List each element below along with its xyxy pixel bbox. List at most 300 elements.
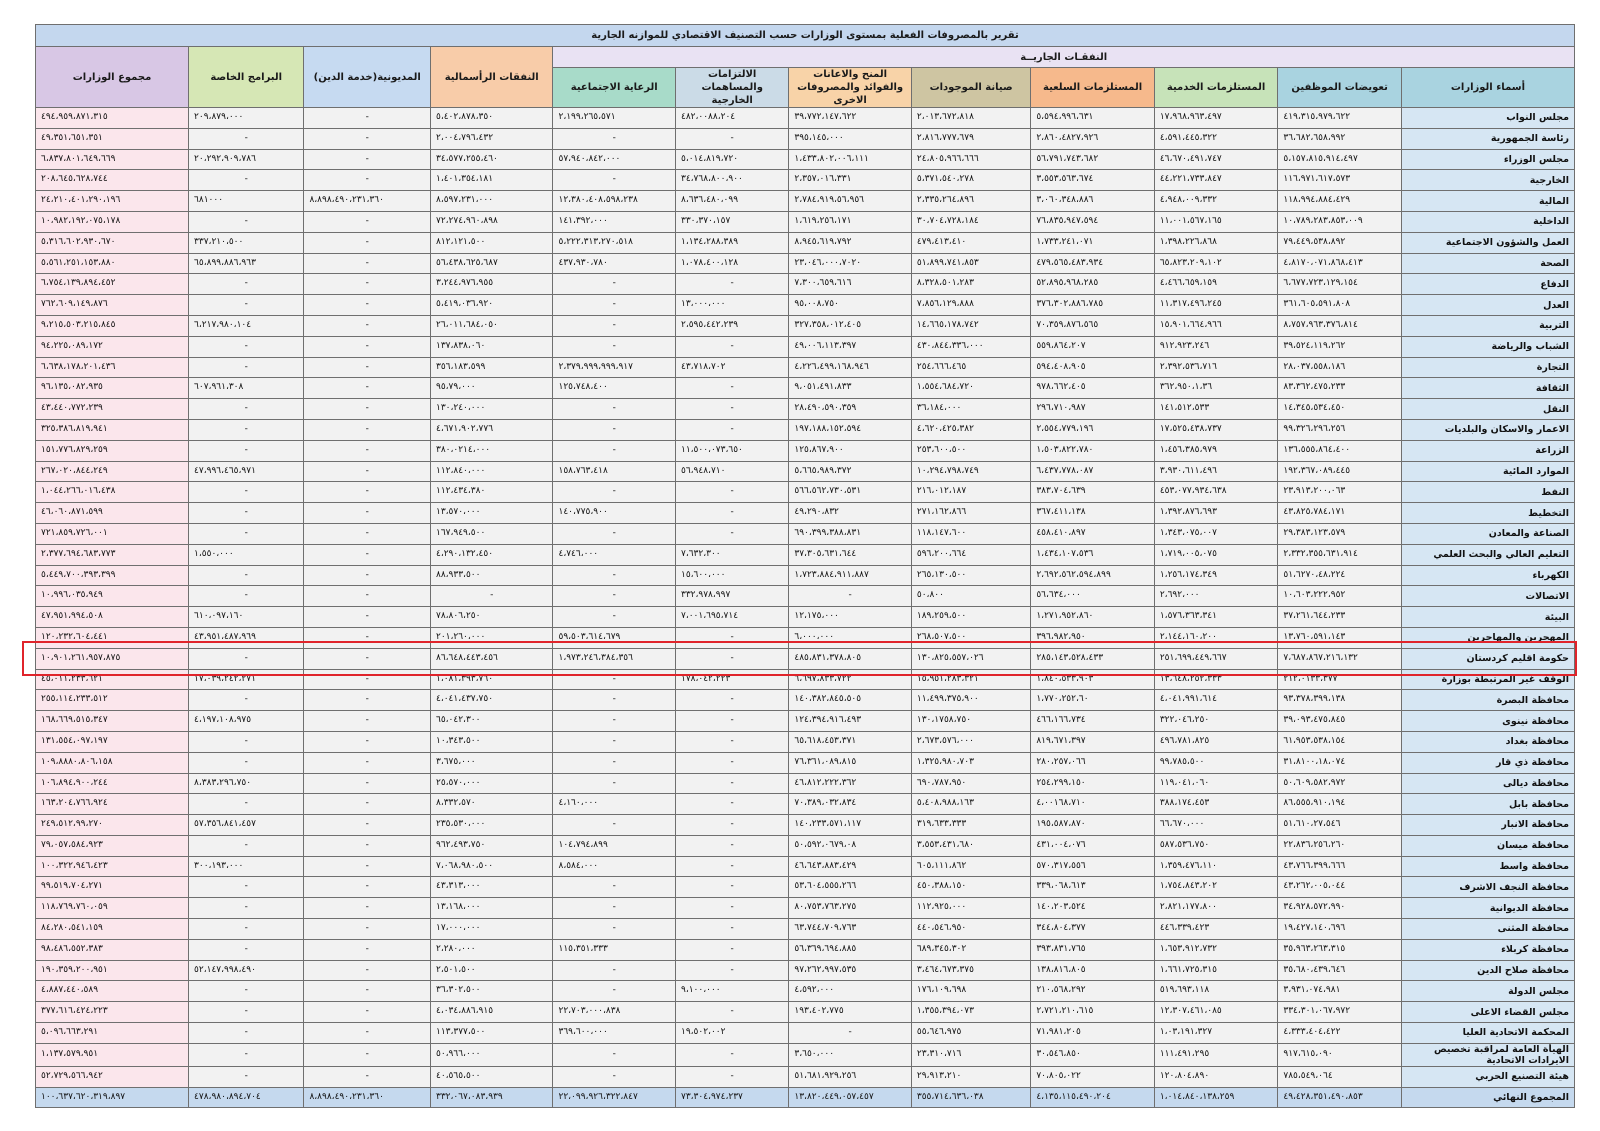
cell-social: ٨،٥٨٤،٠٠٠	[553, 856, 676, 877]
cell-capital: ٢٣٥،٥٣٠،٠٠٠	[430, 815, 553, 836]
table-row	[36, 1043, 1575, 1066]
cell-grants: ٩٥،٠٠٨،٧٥٠	[789, 295, 912, 316]
cell-goods: ٣٩٣،٨٣١،٧٦٥	[1031, 939, 1155, 960]
cell-obligations: ٣٣٢،٩٧٨،٩٩٧	[675, 586, 788, 607]
cell-employees: ١١٦،٩٧١،٦١٧،٥٧٣	[1278, 170, 1402, 191]
cell-services: ٣٨٨،١٧٤،٤٥٣	[1154, 794, 1278, 815]
cell-programs: -	[189, 731, 304, 752]
cell-name: مجلس النواب	[1401, 108, 1574, 129]
table-row	[36, 711, 1575, 732]
cell-social: ١،٩٧٣،٢٤٦،٣٨٤،٣٥٦	[553, 648, 676, 669]
cell-employees: ١٠،٧٨٩،٢٨٣،٨٥٣،٠٠٩	[1278, 211, 1402, 232]
cell-obligations: ١١،٥٠٠،٠٧٣،٦٥٠	[675, 440, 788, 461]
cell-goods: ٣٦٧،٤١١،١٣٨	[1031, 503, 1155, 524]
cell-debt: -	[304, 960, 431, 981]
cell-grants: ١٢٤،٣٩٤،٩١٦،٤٩٣	[789, 711, 912, 732]
cell-services: ١٥،٩٠١،٦٦٤،٩٦٦	[1154, 315, 1278, 336]
cell-debt: -	[304, 773, 431, 794]
cell-capital: ٥٠،٩٦٦،٠٠٠	[430, 1043, 553, 1066]
cell-maintenance: ١١٨،١٤٧،٦٠٠	[911, 523, 1030, 544]
cell-obligations: ٣٤،٧٦٨،٨٠٠،٩٠٠	[675, 170, 788, 191]
cell-programs: -	[189, 794, 304, 815]
cell-social: -	[553, 711, 676, 732]
cell-maintenance: ٧،٨٥٦،١٢٩،٨٨٨	[911, 295, 1030, 316]
cell-programs: ٥٧،٣٥٦،٨٤١،٤٥٧	[189, 815, 304, 836]
cell-employees: ٣٥،٦٨٠،٤٣٩،٦٤٦	[1278, 960, 1402, 981]
cell-debt: -	[304, 586, 431, 607]
cell-debt: -	[304, 482, 431, 503]
header-programs: البرامج الخاصة	[189, 47, 304, 108]
cell-capital: ٣٦،٣٠٢،٥٠٠	[430, 981, 553, 1002]
table-row	[36, 108, 1575, 129]
cell-capital: ١٣٠،٢٤٠،٠٠٠	[430, 399, 553, 420]
cell-obligations: -	[675, 919, 788, 940]
cell-programs: ٢٠،٢٩٢،٩٠٩،٧٨٦	[189, 149, 304, 170]
cell-total: ٦،٦٣٨،١٧٨،٢٠١،٤٣٦	[36, 357, 189, 378]
cell-obligations: -	[675, 627, 788, 648]
cell-capital: -	[430, 586, 553, 607]
cell-obligations: -	[675, 1043, 788, 1066]
cell-services: ٢،٨٢١،١٧٧،٨٠٠	[1154, 898, 1278, 919]
cell-programs: -	[189, 128, 304, 149]
cell-grants: ٩٧،٢٦٢،٩٩٧،٥٣٥	[789, 960, 912, 981]
cell-obligations: ١،١٣٤،٢٨٨،٣٨٩	[675, 232, 788, 253]
cell-programs: -	[189, 503, 304, 524]
cell-total: ٦،٧٥٤،١٣٩،٨٩٤،٤٥٢	[36, 274, 189, 295]
cell-total: ٤،٨٨٧،٤٤٠،٥٨٩	[36, 981, 189, 1002]
cell-debt: -	[304, 731, 431, 752]
cell-debt: -	[304, 835, 431, 856]
cell-capital: ٤،٠٣٤،٨٨٦،٩١٥	[430, 1002, 553, 1023]
cell-name: الكهرباء	[1401, 565, 1574, 586]
cell-name: الداخلية	[1401, 211, 1574, 232]
cell-grants: ٧٦،٣٦١،٠٨٩،٨١٥	[789, 752, 912, 773]
cell-debt: -	[304, 877, 431, 898]
cell-social: ٥٧،٩٤٠،٨٤٢،٠٠٠	[553, 149, 676, 170]
cell-goods: ٣،٠٦٠،٣٤٨،٨٨٦	[1031, 191, 1155, 212]
header-total: مجموع الوزارات	[36, 47, 189, 108]
cell-employees: ٢،٣٣٢،٣٥٥،٦٣١،٩١٤	[1278, 544, 1402, 565]
cell-goods: ١٩٥،٥٨٧،٨٧٠	[1031, 815, 1155, 836]
cell-debt: -	[304, 981, 431, 1002]
cell-name: محافظة واسط	[1401, 856, 1574, 877]
cell-name: الاتصالات	[1401, 586, 1574, 607]
cell-employees: ١٤،٣٤٥،٥٣٤،٤٥٠	[1278, 399, 1402, 420]
cell-goods: ٥،٥٩٤،٩٩٦،٦٣١	[1031, 108, 1155, 129]
cell-grants: ٨٠،٧٥٣،٧٦٣،٢٧٥	[789, 898, 912, 919]
cell-obligations: -	[675, 877, 788, 898]
cell-programs: ٨،٣٨٣،٢٩٦،٧٥٠	[189, 773, 304, 794]
cell-grants: ٧٠،٣٨٩،٠٣٢،٨٣٤	[789, 794, 912, 815]
cell-services: ١١٩،٠٤١،٠٦٠	[1154, 773, 1278, 794]
cell-goods: ٦،٤٣٧،٧٧٨،٠٨٧	[1031, 461, 1155, 482]
cell-capital: ٨١٢،١٢١،٥٠٠	[430, 232, 553, 253]
cell-capital: ١١٢،٤٣٤،٣٨٠	[430, 482, 553, 503]
cell-employees: ٣٣٤،٣٠١،٠٦٧،٩٧٢	[1278, 1002, 1402, 1023]
cell-maintenance: ١،٣٢٥،٩٨٠،٧٠٣	[911, 752, 1030, 773]
cell-capital: ٨٦،٦٤٨،٤٤٣،٤٥٦	[430, 648, 553, 669]
cell-social: ١٥٨،٧٦٣،٤١٨	[553, 461, 676, 482]
table-row	[36, 149, 1575, 170]
cell-name: العمل والشؤون الاجتماعية	[1401, 232, 1574, 253]
cell-capital: ٦٥،٠٤٢،٣٠٠	[430, 711, 553, 732]
table-row	[36, 523, 1575, 544]
cell-obligations: ٧،٦٣٢،٣٠٠	[675, 544, 788, 565]
cell-total: ٤٥،٠١١،٢٣٣،٦٢١	[36, 669, 189, 690]
cell-grants: ٦،٦٩٧،٨٣٣،٧٢٢	[789, 669, 912, 690]
cell-debt: -	[304, 336, 431, 357]
cell-total: ٩٩،٥١٩،٧٠٤،٢٧١	[36, 877, 189, 898]
cell-obligations: -	[675, 960, 788, 981]
cell-maintenance: ١٣٠،٨٢٥،٥٥٧،٠٢٦	[911, 648, 1030, 669]
cell-maintenance: ٥١،٨٩٩،٧٤١،٨٥٣	[911, 253, 1030, 274]
cell-obligations: -	[675, 815, 788, 836]
cell-grants: ١٤٠،٣٨٢،٨٤٥،٥٠٥	[789, 690, 912, 711]
cell-name: الوقف غير المرتبطة بوزارة	[1401, 669, 1574, 690]
cell-total: ٤٦،٠٦٠،٨٧١،٥٩٩	[36, 503, 189, 524]
cell-capital: ٤،٢٩٠،١٣٢،٤٥٠	[430, 544, 553, 565]
cell-obligations: ١٥،٦٠٠،٠٠٠	[675, 565, 788, 586]
cell-services: ١،٠٣،١٩١،٣٢٧	[1154, 1023, 1278, 1044]
cell-goods: ٥٩٤،٤٠٨،٩٠٥	[1031, 357, 1155, 378]
cell-employees: ٣،٩٣١،٠٧٤،٩٨١	[1278, 981, 1402, 1002]
cell-employees: ٤٣،٨٢٥،٧٨٤،١٧١	[1278, 503, 1402, 524]
cell-services: ١٢٠،٨٠٤،٨٩٠	[1154, 1066, 1278, 1087]
cell-programs: ٣٠٠،١٩٣،٠٠٠	[189, 856, 304, 877]
cell-employees: ٣٥،٩٦٣،٢٦٣،٣١٥	[1278, 939, 1402, 960]
cell-obligations: -	[675, 274, 788, 295]
cell-obligations: -	[675, 378, 788, 399]
cell-social: -	[553, 523, 676, 544]
cell-total: ١٠،٩٩٦،٠٣٥،٩٤٩	[36, 586, 189, 607]
cell-employees: ٤،٨١٧٠،٠٧١،٨٦٨،٤١٣	[1278, 253, 1402, 274]
cell-total: ١٥١،٧٧٦،٨٢٩،٢٥٩	[36, 440, 189, 461]
cell-social: -	[553, 960, 676, 981]
report-title: تقرير بالمصروفات الفعلية بمستوى الوزارات حسب التصنيف الاقتصادي للموازنه الجارية	[36, 25, 1575, 47]
cell-capital: ٣٥٦،١٨٣،٥٩٩	[430, 357, 553, 378]
cell-total: ١٠،٩٠١،٢٦١،٩٥٧،٨٧٥	[36, 648, 189, 669]
cell-goods: ٢١٠،٥٦٨،٢٩٢	[1031, 981, 1155, 1002]
cell-social: ١٢،٣٨٠،٤٠٨،٥٩٨،٢٣٨	[553, 191, 676, 212]
cell-total: ٤٩٤،٩٥٩،٨٧١،٣١٥	[36, 108, 189, 129]
cell-obligations: ١،٠٧٨،٤٠٠،١٢٨	[675, 253, 788, 274]
cell-social: ١٠٤،٧٩٤،٨٩٩	[553, 835, 676, 856]
cell-employees: ١٣،٧٦٠،٥٩١،١٤٣	[1278, 627, 1402, 648]
cell-total: ٩،٢١٥،٥٠٣،٢١٥،٨٤٥	[36, 315, 189, 336]
cell-maintenance: ٤،٦٢٠،٤٢٥،٣٨٢	[911, 419, 1030, 440]
cell-programs: -	[189, 981, 304, 1002]
cell-services: ٤٤،٢٢١،٧٣٣،٨٤٧	[1154, 170, 1278, 191]
cell-name: محافظة البصرة	[1401, 690, 1574, 711]
table-row	[36, 1066, 1575, 1087]
cell-grants: ٣٩٥،١٤٥،٠٠٠	[789, 128, 912, 149]
cell-employees: ٤٣،٢٦٢،٠٠٥،٠٤٤	[1278, 877, 1402, 898]
total-row	[36, 1087, 1575, 1108]
cell-services: ١،٧٥٤،٨٤٣،٢٠٢	[1154, 877, 1278, 898]
table-row	[36, 482, 1575, 503]
cell-grants: ٣٢٧،٣٥٨،٠١٢،٤٠٥	[789, 315, 912, 336]
cell-name: المحكمة الاتحادية العليا	[1401, 1023, 1574, 1044]
cell-goods: ٣٩٦،٩٨٢،٩٥٠	[1031, 627, 1155, 648]
table-row	[36, 253, 1575, 274]
cell-goods: ١٣٨،٨١٦،٨٠٥	[1031, 960, 1155, 981]
header-name: أسماء الوزارات	[1401, 68, 1574, 108]
cell-social: -	[553, 399, 676, 420]
cell-social: -	[553, 565, 676, 586]
cell-programs: ٦٥،٨٩٩،٨٨٦،٩٦٣	[189, 253, 304, 274]
table-row	[36, 274, 1575, 295]
cell-grants: ٨،٩٤٥،٦١٩،٧٩٢	[789, 232, 912, 253]
cell-debt: -	[304, 690, 431, 711]
cell-goods: ٧٦،٨٣٥،٩٤٧،٥٩٤	[1031, 211, 1155, 232]
cell-total: ٥،٣١٦،٦٠٢،٩٣٠،٦٧٠	[36, 232, 189, 253]
cell-capital: ١،٠٨١،٣٩٣،٧٦٠	[430, 669, 553, 690]
cell-maintenance: ١٧٦،١٠٩،٦٩٨	[911, 981, 1030, 1002]
cell-programs: -	[189, 565, 304, 586]
cell-goods: ١،٧٧٠،٢٥٢،٦٠	[1031, 690, 1155, 711]
cell-grants: ٦٥،٦١٨،٤٥٣،٣٧١	[789, 731, 912, 752]
cell-services: ٦٥،٨٢٣،٢٠٩،١٠٢	[1154, 253, 1278, 274]
cell-services: ٤٥٣،٠٧٧،٩٣٤،٦٣٨	[1154, 482, 1278, 503]
cell-goods: ٤،٠٠١٦٨،٧١٠	[1031, 794, 1155, 815]
table-row	[36, 128, 1575, 149]
cell-debt: -	[304, 711, 431, 732]
cell-grants: ٤٩،٢٩٠،٨٣٢	[789, 503, 912, 524]
cell-debt: -	[304, 419, 431, 440]
cell-total: ٢٤٩،٥١٢،٩٩،٢٧٠	[36, 815, 189, 836]
cell-name: مجلس الوزراء	[1401, 149, 1574, 170]
cell-goods: ٤٧٩،٥٦٥،٤٨٣،٩٣٤	[1031, 253, 1155, 274]
cell-name: محافظة كربلاء	[1401, 939, 1574, 960]
cell-programs: -	[189, 1023, 304, 1044]
cell-obligations: ٥٦،٩٤٨،٧١٠	[675, 461, 788, 482]
cell-name: الهيأة العامة لمراقبة تخصيص الايرادات الاتحادية	[1401, 1043, 1574, 1066]
cell-social: ١١٥،٣٥١،٣٣٣	[553, 939, 676, 960]
cell-maintenance: ١،٣٥٥،٣٩٤،٠٧٣	[911, 1002, 1030, 1023]
table-row	[36, 856, 1575, 877]
cell-programs: -	[189, 523, 304, 544]
cell-capital: ١٦٧،٩٤٩،٥٠٠	[430, 523, 553, 544]
cell-obligations: ٤٣،٧١٨،٧٠٢	[675, 357, 788, 378]
table-row	[36, 357, 1575, 378]
cell-capital: ٣٨٠،٠٢١٤،٠٠٠	[430, 440, 553, 461]
cell-services: ١،٣٤٣،٠٧٥،٠٠٧	[1154, 523, 1278, 544]
cell-capital: ٩٦٢،٤٩٣،٧٥٠	[430, 835, 553, 856]
cell-services: ٢٥١،٦٩٩،٤٤٩،٦٦٧	[1154, 648, 1278, 669]
cell-services: ٥٨٧،٥٣٦،٧٥٠	[1154, 835, 1278, 856]
cell-maintenance: ٦٩٠،٧٨٧،٩٥٠	[911, 773, 1030, 794]
cell-debt: -	[304, 440, 431, 461]
cell-debt: -	[304, 399, 431, 420]
cell-services: ٢،٣٩٢،٥٣٦،٧١٦	[1154, 357, 1278, 378]
table-row	[36, 1002, 1575, 1023]
cell-maintenance: ٢،٣٣٥،٢٦٤،٨٩٦	[911, 191, 1030, 212]
expenditure-table	[35, 24, 1575, 1108]
cell-programs: ٤،١٩٧،١٠٨،٩٧٥	[189, 711, 304, 732]
cell-programs: -	[189, 440, 304, 461]
cell-employees: ١٩،٤٢٧،١٤٠،٦٩٦	[1278, 919, 1402, 940]
cell-debt: -	[304, 1066, 431, 1087]
cell-grants: ٥١،٦٨١،٩٢٩،٢٥٦	[789, 1066, 912, 1087]
cell-debt: -	[304, 794, 431, 815]
cell-name: النفط	[1401, 482, 1574, 503]
table-row	[36, 981, 1575, 1002]
cell-total: ٦،٨٣٧،٨٠١،٦٤٩،٦٦٩	[36, 149, 189, 170]
cell-programs: -	[189, 274, 304, 295]
cell-debt: -	[304, 170, 431, 191]
cell-obligations: -	[675, 399, 788, 420]
cell-social: -	[553, 315, 676, 336]
cell-maintenance: ٢،٠١٣،٦٧٢،٨١٨	[911, 108, 1030, 129]
cell-social: ٢٢،٠٩٩،٩٢٦،٣٢٢،٨٤٧	[553, 1087, 676, 1108]
cell-goods: ٢،٨٦٠،٤٨٢٧،٩٢٦	[1031, 128, 1155, 149]
cell-debt: -	[304, 919, 431, 940]
cell-total: ٥٢،٧٢٩،٥٦٦،٩٤٢	[36, 1066, 189, 1087]
cell-goods: ١،٤٣٤،١٠٧،٥٣٦	[1031, 544, 1155, 565]
cell-programs: -	[189, 482, 304, 503]
header-obligations: الالتزامات والمساهمات الخارجية	[675, 68, 788, 108]
cell-obligations: ٤٨٢،٠٠٨٨،٢٠٤	[675, 108, 788, 129]
table-row	[36, 565, 1575, 586]
cell-services: ٩٩،٧٨٥،٥٠٠	[1154, 752, 1278, 773]
cell-employees: ٤،٣٣٣،٤٠٤،٤٢٢	[1278, 1023, 1402, 1044]
cell-goods: ٣٤٤،٨٠٤،٣٧٧	[1031, 919, 1155, 940]
cell-employees: ٢١٢،٠١٣٣،٣٧٧	[1278, 669, 1402, 690]
header-debt: المديونية(خدمة الدين)	[304, 47, 431, 108]
cell-capital: ١،٤٠١،٣٥٤،١٨١	[430, 170, 553, 191]
cell-maintenance: ١٥،٩٥١،٢٨٣،٣٢١	[911, 669, 1030, 690]
cell-employees: ٧،٦٨٧،٨٦٧،٢١٦،١٣٢	[1278, 648, 1402, 669]
cell-employees: ١٩٢،٣٦٧،٠٨٩،٤٤٥	[1278, 461, 1402, 482]
cell-services: ١١١،٤٩١،٢٩٥	[1154, 1043, 1278, 1066]
cell-programs: ٣٣٧،٢١٠،٥٠٠	[189, 232, 304, 253]
cell-programs: -	[189, 170, 304, 191]
cell-maintenance: ٣،٤٦٤،٦٧٣،٣٧٥	[911, 960, 1030, 981]
cell-total: ٢٥٥،١١٤،٢٣٣،٥١٢	[36, 690, 189, 711]
cell-employees: ٣٦،٦٨٢،٦٥٨،٩٩٢	[1278, 128, 1402, 149]
cell-obligations: ١٩،٥٠٢،٠٠٢	[675, 1023, 788, 1044]
cell-maintenance: ٢٥٤،٦٦٦،٤٦٥	[911, 357, 1030, 378]
cell-obligations: -	[675, 752, 788, 773]
cell-programs: ٤٧،٩٩٦،٤٦٥،٩٧١	[189, 461, 304, 482]
cell-maintenance: ٥٠،٨٠٠	[911, 586, 1030, 607]
cell-employees: ١٠،٦٠٣،٢٢٢،٩٥٢	[1278, 586, 1402, 607]
cell-name: محافظة الانبار	[1401, 815, 1574, 836]
cell-goods: ١٤٠،٢٠٣،٥٢٤	[1031, 898, 1155, 919]
table-row	[36, 191, 1575, 212]
cell-social: -	[553, 274, 676, 295]
cell-services: ١٧،٩٦٨،٩٦٣،٤٩٧	[1154, 108, 1278, 129]
header-goods: المستلزمات السلعية	[1031, 68, 1155, 108]
header-social: الرعاية الاجتماعية	[553, 68, 676, 108]
cell-goods: ٢٨٥،١٤٣،٥٢٨،٤٣٣	[1031, 648, 1155, 669]
cell-social: ٥،٢٢٢،٣١٣،٢٧٠،٥١٨	[553, 232, 676, 253]
cell-services: ١،٣٥٩،٤٧٦،١١٠	[1154, 856, 1278, 877]
cell-services: ٤٩٦،٧٨١،٨٢٥	[1154, 731, 1278, 752]
cell-social: ١٤١،٣٩٢،٠٠٠	[553, 211, 676, 232]
cell-services: ١،٦٦١،٧٢٥،٣١٥	[1154, 960, 1278, 981]
cell-capital: ٣،٢٤٤،٩٧٦،٩٥٥	[430, 274, 553, 295]
cell-services: ١،٣٩٢،٨٧٦،٦٩٣	[1154, 503, 1278, 524]
cell-name: محافظة ميسان	[1401, 835, 1574, 856]
cell-total: ٧٢١،٨٥٩،٧٢٦،٠٠١	[36, 523, 189, 544]
cell-goods: ٥٦،٧٩١،٧٤٣،٦٨٢	[1031, 149, 1155, 170]
cell-maintenance: ٤٣٠،٨٤٤،٣٣٦،٠٠٠	[911, 336, 1030, 357]
cell-maintenance: ٢،٦٧٣،٥٧٦،٠٠٠	[911, 731, 1030, 752]
cell-services: ٤،٠٤١،٩٩١،٦١٤	[1154, 690, 1278, 711]
table-row	[36, 378, 1575, 399]
cell-services: ١،٣٩٨،٢٢٦،٨٦٨	[1154, 232, 1278, 253]
cell-social: -	[553, 419, 676, 440]
cell-maintenance: ٢٩،٩١٣،٢١٠	[911, 1066, 1030, 1087]
cell-goods: ٧٠،٨٠٥،٠٢٢	[1031, 1066, 1155, 1087]
cell-social: -	[553, 877, 676, 898]
table-row	[36, 211, 1575, 232]
cell-goods: ٢،٧٢١،٢١٠،٦١٥	[1031, 1002, 1155, 1023]
table-row	[36, 939, 1575, 960]
cell-employees: ٥١،٦١٠،٢٧،٥٤٦	[1278, 815, 1402, 836]
cell-goods: ٢٥٤،٢٩٩،١٥٠	[1031, 773, 1155, 794]
cell-social: ٢٢،٧٠٣،٠٠٠،٨٣٨	[553, 1002, 676, 1023]
cell-social: -	[553, 607, 676, 628]
cell-debt: -	[304, 565, 431, 586]
cell-social: -	[553, 815, 676, 836]
cell-grants: ٣٩،٧٧٢،١٤٧،٦٢٢	[789, 108, 912, 129]
cell-employees: ٦١،٩٥٣،٥٣٨،١٥٤	[1278, 731, 1402, 752]
cell-obligations: -	[675, 731, 788, 752]
cell-capital: ٢،٥٠١،٥٠٠	[430, 960, 553, 981]
cell-services: ٦٦،٦٧٠،٠٠٠	[1154, 815, 1278, 836]
cell-grants: ٤،٢٢٦،٤٩٩،١٦٨،٩٤٦	[789, 357, 912, 378]
cell-debt: -	[304, 752, 431, 773]
cell-programs: -	[189, 1043, 304, 1066]
cell-maintenance: ٥٥،٦٤٦،٩٧٥	[911, 1023, 1030, 1044]
cell-employees: ٣٧،٢٦١،٦٤٤،٢٣٣	[1278, 607, 1402, 628]
cell-total: ١٠٠،٦٣٧،٦٢٠،٣١٩،٨٩٧	[36, 1087, 189, 1108]
cell-debt: -	[304, 898, 431, 919]
cell-debt: -	[304, 544, 431, 565]
cell-programs: -	[189, 898, 304, 919]
cell-employees: ٩٣،٣٧٨،٣٩٩،١٣٨	[1278, 690, 1402, 711]
table-row	[36, 461, 1575, 482]
cell-debt: -	[304, 856, 431, 877]
cell-social: -	[553, 1043, 676, 1066]
cell-social: -	[553, 170, 676, 191]
cell-total: ١١٨،٧٦٩،٧٦٠،٠٥٩	[36, 898, 189, 919]
table-row	[36, 419, 1575, 440]
cell-programs: ٢٠٩،٨٧٩،٠٠٠	[189, 108, 304, 129]
cell-name: العدل	[1401, 295, 1574, 316]
cell-programs: -	[189, 939, 304, 960]
cell-employees: ٢٣،٩١٣،٢٠٠،٠٦٣	[1278, 482, 1402, 503]
cell-total: ١٩٠،٣٥٩،٢٠٠،٩٥١	[36, 960, 189, 981]
cell-services: ١٧،٥٢٥،٤٣٨،٧٣٧	[1154, 419, 1278, 440]
cell-name: الزراعة	[1401, 440, 1574, 461]
cell-capital: ٥،٤٠٢،٨٧٨،٣٥٠	[430, 108, 553, 129]
cell-goods: ٢٩٦،٧١٠،٩٨٧	[1031, 399, 1155, 420]
cell-grants: -	[789, 586, 912, 607]
cell-total: ١٠،٩٨٢،١٩٢،٠٧٥،١٧٨	[36, 211, 189, 232]
cell-programs: -	[189, 648, 304, 669]
cell-goods: ٢،٥٥٤،٧٧٩،١٩٦	[1031, 419, 1155, 440]
cell-employees: ٣٩،٠٩٣،٤٧٥،٨٤٥	[1278, 711, 1402, 732]
table-row	[36, 898, 1575, 919]
cell-name: محافظة النجف الاشرف	[1401, 877, 1574, 898]
cell-name: محافظة صلاح الدين	[1401, 960, 1574, 981]
cell-maintenance: ١١،٤٩٩،٣٧٥،٩٠٠	[911, 690, 1030, 711]
cell-employees: ٤١٩،٣١٥،٩٧٩،٦٢٢	[1278, 108, 1402, 129]
cell-name: النقل	[1401, 399, 1574, 420]
